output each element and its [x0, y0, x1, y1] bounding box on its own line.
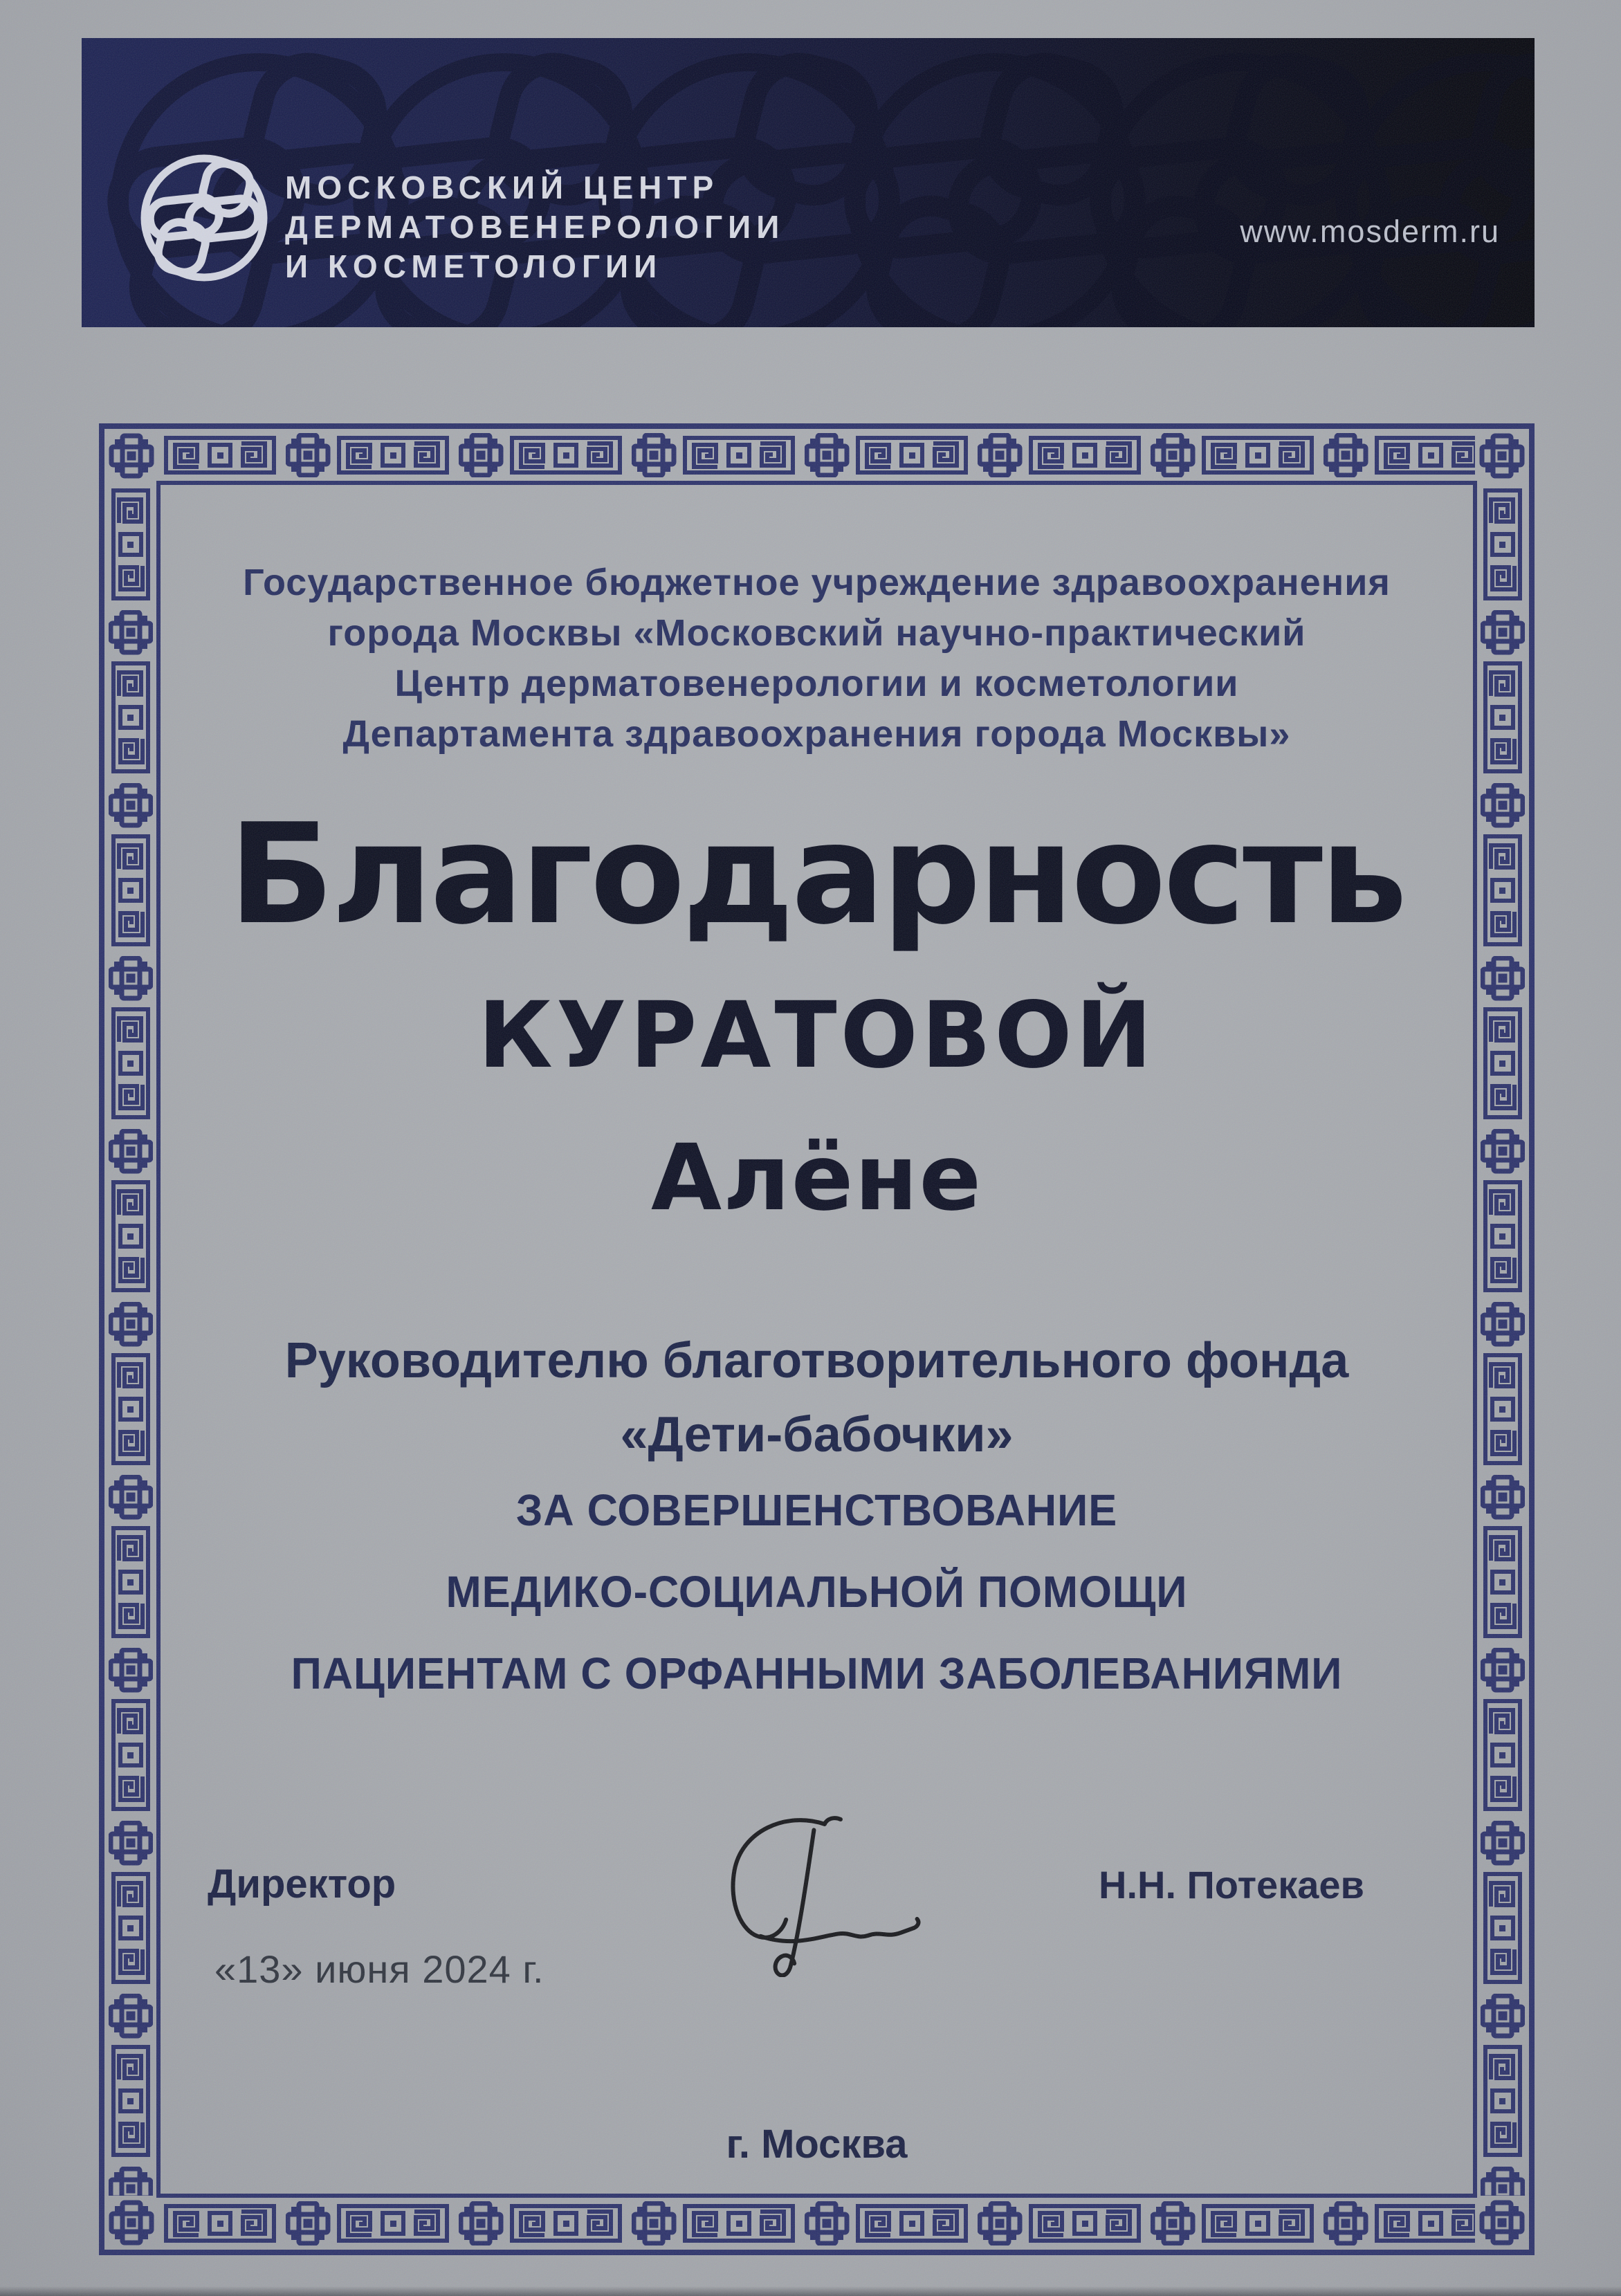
recipient-firstname: Алёне [650, 1125, 983, 1231]
issuer-line: Государственное бюджетное учреждение здравоохранения [243, 562, 1391, 603]
signer-title: Директор [208, 1862, 396, 1907]
recipient-role-line: Руководителю благотворительного фонда [284, 1333, 1349, 1388]
recipient-role [99, 1324, 1535, 1472]
issuer-line: Центр дерматовенерологии и косметологии [394, 663, 1239, 704]
signer-name: Н.Н. Потекаев [1099, 1863, 1364, 1907]
achievement-line: ЗА СОВЕРШЕНСТВОВАНИЕ [515, 1485, 1118, 1535]
issuer-line: города Москвы «Московский научно-практический [327, 612, 1306, 654]
issuer-line: Департамента здравоохранения города Москвы» [342, 713, 1291, 755]
achievement-line: ПАЦИЕНТАМ С ОРФАННЫМИ ЗАБОЛЕВАНИЯМИ [291, 1648, 1343, 1698]
city: г. Москва [726, 2122, 908, 2167]
org-name-line: МОСКОВСКИЙ ЦЕНТР [285, 169, 720, 205]
issuer-block [99, 558, 1535, 760]
org-name-line: ДЕРМАТОВЕНЕРОЛОГИИ [285, 209, 785, 245]
recipient-surname: КУРАТОВОЙ [477, 982, 1156, 1089]
achievement-block [128, 1469, 1506, 1714]
recipient-role-line: «Дети-бабочки» [620, 1407, 1014, 1462]
org-name [285, 168, 785, 286]
header-band [82, 38, 1535, 327]
achievement-line: МЕДИКО-СОЦИАЛЬНОЙ ПОМОЩИ [446, 1567, 1188, 1617]
certificate-title: Благодарность [228, 794, 1405, 955]
org-name-line: И КОСМЕТОЛОГИИ [285, 248, 663, 284]
issue-date: «13» июня 2024 г. [214, 1947, 544, 1991]
website-url: www.mosderm.ru [1240, 214, 1500, 249]
signature-image [664, 1811, 934, 1977]
